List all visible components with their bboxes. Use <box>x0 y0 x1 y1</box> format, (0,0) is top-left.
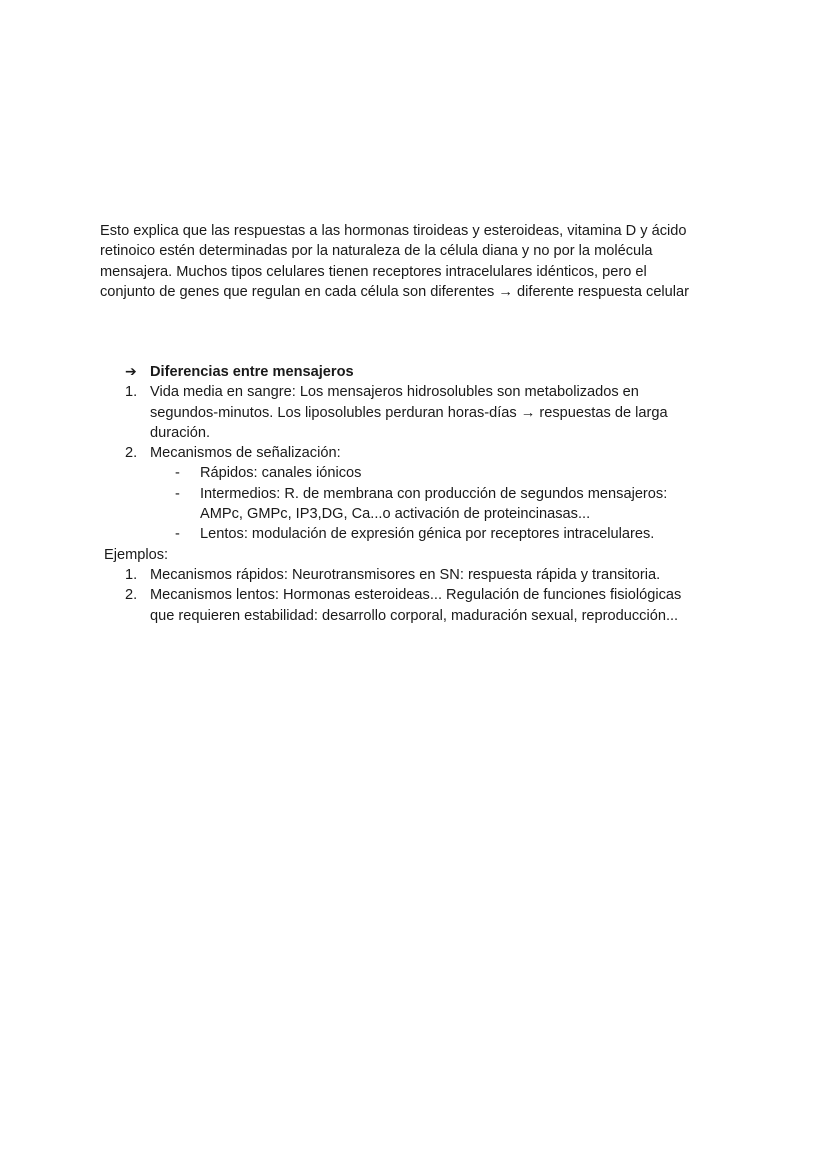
intro-line: Esto explica que las respuestas a las hormonas tiroideas y esteroideas, vitamina D y ácido <box>100 223 687 239</box>
sub-list-item <box>0 524 828 544</box>
list-item-line: Mecanismos de señalización: <box>150 445 341 462</box>
sub-list-item-text <box>200 463 760 483</box>
dash-bullet: - <box>175 485 180 502</box>
sub-list-item-text <box>200 524 760 544</box>
list-item-line: segundos-minutos. Los liposolubles perduran horas-días → respuestas de larga <box>150 404 668 421</box>
example-item <box>0 565 828 585</box>
sub-list-item-line: Intermedios: R. de membrana con producción de segundos mensajeros: <box>200 485 668 502</box>
list-item-text <box>150 382 730 443</box>
arrow-bullet-icon: ➔ <box>125 364 137 380</box>
example-item-text <box>150 585 730 626</box>
section-heading: Diferencias entre mensajeros <box>150 364 354 380</box>
list-item <box>0 443 828 463</box>
sub-list-item-line: Lentos: modulación de expresión génica por receptores intracelulares. <box>200 526 655 543</box>
sub-list-item <box>0 484 828 525</box>
intro-line: conjunto de genes que regulan en cada célula son diferentes → diferente respuesta celular <box>100 283 690 300</box>
differences-section <box>0 362 828 626</box>
list-number: 2. <box>125 587 138 604</box>
example-item-text <box>150 565 730 585</box>
list-number: 1. <box>125 566 138 583</box>
example-item-line: Mecanismos rápidos: Neurotransmisores en SN: respuesta rápida y transitoria. <box>150 566 661 583</box>
intro-paragraph <box>100 221 740 302</box>
list-item <box>0 382 828 443</box>
sub-list-item-line: AMPc, GMPc, IP3,DG, Ca...o activación de proteincinasas... <box>200 506 591 523</box>
sub-list-item-line: Rápidos: canales iónicos <box>200 465 362 482</box>
example-item-line: Mecanismos lentos: Hormonas esteroideas... Regulación de funciones fisiológicas <box>150 587 682 604</box>
intro-line: mensajera. Muchos tipos celulares tienen receptores intracelulares idénticos, pero el <box>100 263 647 280</box>
intro-line: retinoico estén determinadas por la naturaleza de la célula diana y no por la molécula <box>100 243 653 260</box>
list-item-line: Vida media en sangre: Los mensajeros hidrosolubles son metabolizados en <box>150 384 639 401</box>
list-item-text <box>150 443 730 463</box>
sub-list-item <box>0 463 828 483</box>
example-item-line: que requieren estabilidad: desarrollo corporal, maduración sexual, reproducción... <box>150 607 679 624</box>
example-item <box>0 585 828 626</box>
dash-bullet: - <box>175 465 180 482</box>
dash-bullet: - <box>175 526 180 543</box>
sub-list-item-text <box>200 484 760 525</box>
examples-label: Ejemplos: <box>104 546 169 563</box>
section-heading-row <box>0 362 828 382</box>
list-number: 1. <box>125 384 138 401</box>
list-item-line: duración. <box>150 424 211 441</box>
list-number: 2. <box>125 445 138 462</box>
